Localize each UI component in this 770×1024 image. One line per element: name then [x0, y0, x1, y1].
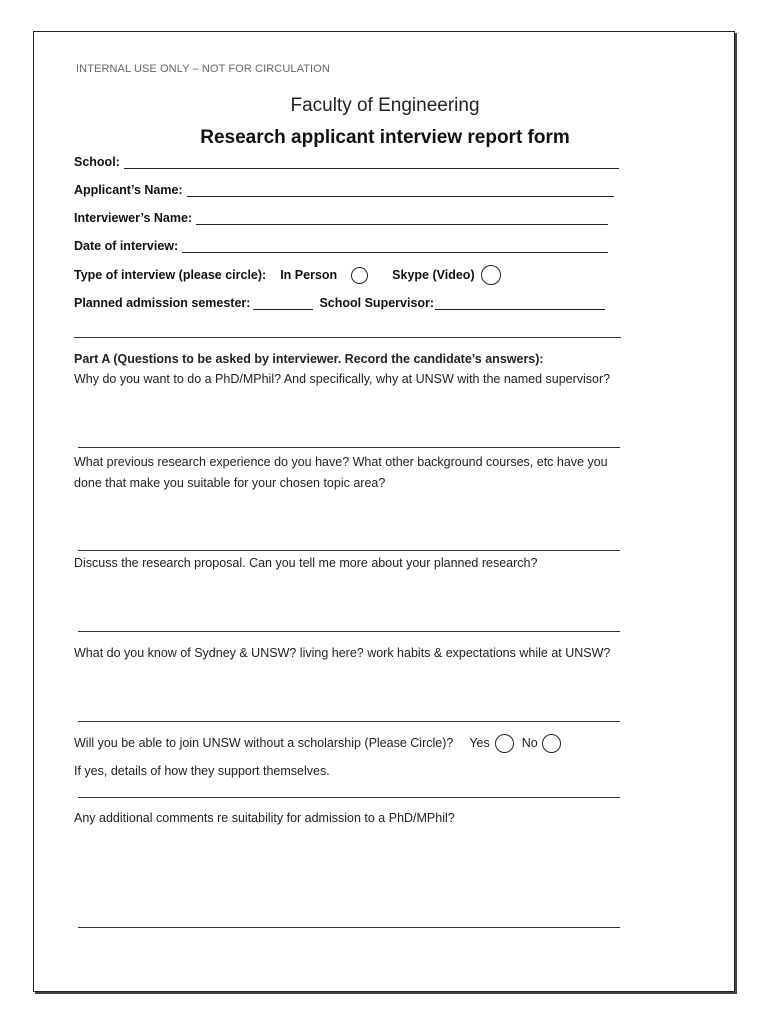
- answer-line-research-proposal[interactable]: [78, 631, 620, 632]
- form-title: Research applicant interview report form: [200, 127, 570, 148]
- section-divider: [74, 337, 621, 338]
- in-person-option-label: In Person: [280, 268, 338, 282]
- in-person-circle[interactable]: [351, 267, 368, 284]
- scholarship-followup: If yes, details of how they support themselves.: [74, 764, 330, 778]
- yes-circle[interactable]: [495, 734, 514, 753]
- no-circle[interactable]: [542, 734, 561, 753]
- interviewer-name-label: Interviewer’s Name:: [74, 211, 193, 225]
- interview-type-row: [74, 265, 501, 285]
- school-label: School:: [74, 155, 120, 169]
- answer-line-sydney-unsw[interactable]: [78, 721, 620, 722]
- question-research-experience-line2: done that make you suitable for your chosen topic area?: [74, 476, 386, 490]
- date-of-interview-row: [74, 239, 608, 253]
- form-page-border: [33, 31, 735, 992]
- question-sydney-unsw: What do you know of Sydney & UNSW? living here? work habits & expectations while at UNSW?: [74, 646, 611, 660]
- no-option-label: No: [521, 736, 538, 750]
- applicant-name-input-line[interactable]: [187, 186, 614, 197]
- question-additional-comments: Any additional comments re suitability for admission to a PhD/MPhil?: [74, 811, 455, 825]
- question-research-proposal: Discuss the research proposal. Can you tell me more about your planned research?: [74, 556, 538, 570]
- answer-line-scholarship[interactable]: [78, 797, 620, 798]
- school-supervisor-input-line[interactable]: [435, 299, 605, 310]
- planned-semester-label: Planned admission semester:: [74, 296, 251, 310]
- question-scholarship: Will you be able to join UNSW without a scholarship (Please Circle)?: [74, 736, 454, 750]
- planned-semester-input-line[interactable]: [253, 299, 313, 310]
- school-field-row: [74, 155, 619, 169]
- school-input-line[interactable]: [124, 158, 619, 169]
- date-of-interview-label: Date of interview:: [74, 239, 179, 253]
- answer-line-why-phd[interactable]: [78, 447, 620, 448]
- school-supervisor-label: School Supervisor:: [319, 296, 435, 310]
- question-why-phd: Why do you want to do a PhD/MPhil? And specifically, why at UNSW with the named supervisor?: [74, 372, 611, 386]
- applicant-name-row: [74, 183, 614, 197]
- planned-semester-row: [74, 296, 605, 310]
- answer-line-research-experience[interactable]: [78, 550, 620, 551]
- date-of-interview-input-line[interactable]: [182, 242, 608, 253]
- skype-option-label: Skype (Video): [392, 268, 475, 282]
- interviewer-name-row: [74, 211, 608, 225]
- skype-circle[interactable]: [481, 265, 501, 285]
- interviewer-name-input-line[interactable]: [196, 214, 608, 225]
- faculty-heading: Faculty of Engineering: [290, 95, 480, 116]
- answer-line-additional-comments[interactable]: [78, 927, 620, 928]
- question-research-experience-line1: What previous research experience do you have? What other background courses, etc have you: [74, 455, 608, 469]
- yes-option-label: Yes: [469, 736, 490, 750]
- part-a-heading: Part A (Questions to be asked by interviewer. Record the candidate’s answers):: [74, 352, 544, 366]
- scholarship-question-row: [74, 733, 561, 754]
- internal-use-note: INTERNAL USE ONLY – NOT FOR CIRCULATION: [76, 63, 330, 75]
- applicant-name-label: Applicant’s Name:: [74, 183, 183, 197]
- interview-type-label: Type of interview (please circle):: [74, 268, 267, 282]
